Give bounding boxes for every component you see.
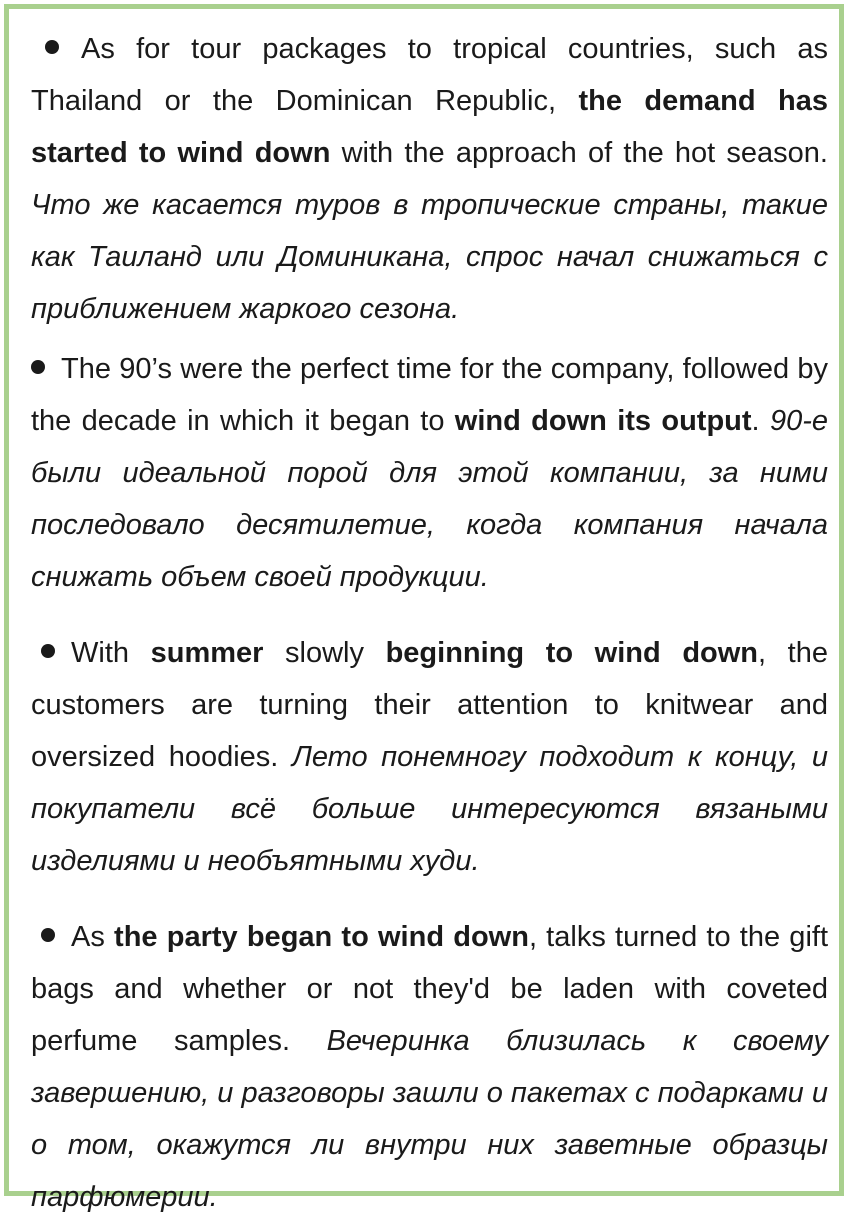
english-sentence-part: , the customers are turning their attention to knitwear and oversized hoodies. (31, 637, 828, 773)
russian-translation: Лето понемногу подходит к концу, и покупатели всё больше интересуются вязаными изделиями и необъятными худи. (31, 741, 828, 877)
russian-translation: Что же касается туров в тропические страны, такие как Таиланд или Доминикана, спрос начал снижаться с приближением жаркого сезона. (31, 189, 828, 325)
english-sentence-part: slowly (263, 637, 386, 669)
highlighted-phrase: the party began to wind down (114, 921, 529, 953)
english-sentence-part: , talks turned to the gift bags and whether or not they'd be laden with coveted perfume samples. (31, 921, 828, 1057)
example-list (31, 23, 828, 1223)
english-sentence-part: . (751, 405, 760, 437)
english-sentence-part: The 90’s were the perfect time for the company, followed by the decade in which it began to (31, 353, 828, 437)
highlighted-phrase: beginning to wind down (385, 637, 759, 669)
english-sentence-part: with the approach of the hot season. (330, 137, 828, 169)
example-entry (31, 23, 828, 335)
highlighted-phrase: wind down its output (454, 405, 752, 437)
highlighted-phrase: summer (150, 637, 264, 669)
content-frame (4, 4, 844, 1213)
example-entry (31, 627, 828, 887)
bullet-icon (31, 360, 45, 374)
english-sentence-part: With (71, 637, 151, 669)
english-sentence-part: As for tour packages to tropical countries, such as Thailand or the Dominican Republic, (31, 33, 828, 117)
bullet-icon (45, 40, 59, 54)
english-sentence-part: As (71, 921, 115, 953)
example-entry (31, 343, 828, 603)
russian-translation: Вечеринка близилась к своему завершению, и разговоры зашли о пакетах с подарками и о том, окажутся ли внутри них заветные образцы парфюмерии. (31, 1025, 828, 1213)
russian-translation: 90-е были идеальной порой для этой компании, за ними последовало десятилетие, когда компания начала снижать объем своей продукции. (31, 405, 828, 593)
example-entry (31, 911, 828, 1223)
bullet-icon (41, 644, 55, 658)
bullet-icon (41, 928, 55, 942)
highlighted-phrase: the demand has started to wind down (31, 85, 828, 169)
